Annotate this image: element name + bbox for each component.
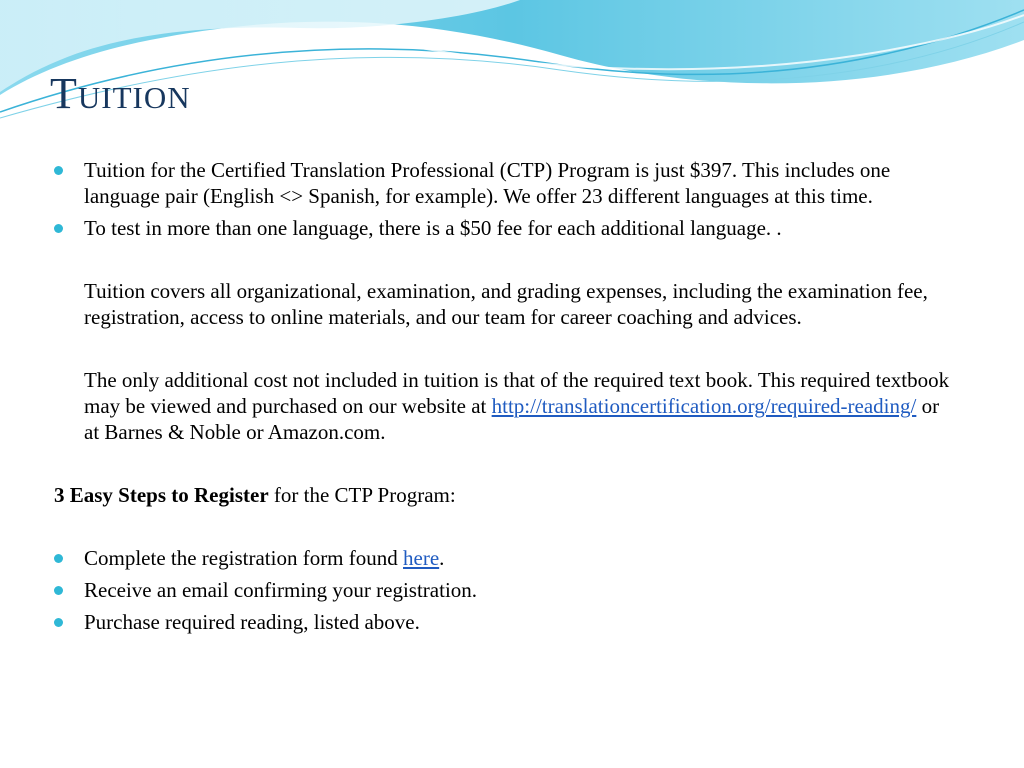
required-reading-link[interactable]: http://translationcertification.org/required-reading/ — [491, 394, 917, 418]
step-text: Purchase required reading, listed above. — [84, 610, 420, 634]
bullet-dot-icon — [54, 586, 63, 595]
step-item-purchase-reading — [84, 609, 954, 635]
steps-heading-text: for the CTP Program: — [268, 483, 456, 507]
slide-title: Tuition — [50, 69, 191, 118]
step-text: Receive an email confirming your registration. — [84, 578, 478, 602]
bullet-item-tuition-cost — [84, 157, 954, 209]
slide-body — [0, 157, 1024, 635]
step-item-registration-form — [84, 545, 954, 571]
steps-heading — [54, 482, 954, 508]
paragraph-text: The only additional cost not included in tuition is that of the required text book. This required textbook may be viewed and purchased on our website at — [84, 368, 950, 418]
paragraph-text: or at Barnes & Noble or Amazon.com. — [84, 394, 940, 444]
bullet-dot-icon — [54, 554, 63, 563]
paragraph-tuition-covers: Tuition covers all organizational, examination, and grading expenses, including the examination fee, registration, access to online materials, and our team for career coaching and advices. — [84, 279, 928, 329]
step-text: Complete the registration form found — [84, 546, 404, 570]
bullet-dot-icon — [54, 224, 63, 233]
step-text: . — [439, 546, 445, 570]
registration-form-link[interactable]: here — [403, 546, 440, 570]
bullet-dot-icon — [54, 166, 63, 175]
bullet-item-additional-language — [84, 215, 954, 241]
bullet-text: To test in more than one language, there is a $50 fee for each additional language. . — [84, 216, 782, 240]
bullet-text: Tuition for the Certified Translation Professional (CTP) Program is just $397. This includes one language pair (English <> Spanish, for example). We offer 23 different languages at this time. — [84, 158, 891, 208]
step-item-email-confirmation — [84, 577, 954, 603]
paragraph-additional-cost — [84, 367, 954, 445]
bullet-dot-icon — [54, 618, 63, 627]
steps-heading-bold: 3 Easy Steps to Register — [54, 483, 269, 507]
